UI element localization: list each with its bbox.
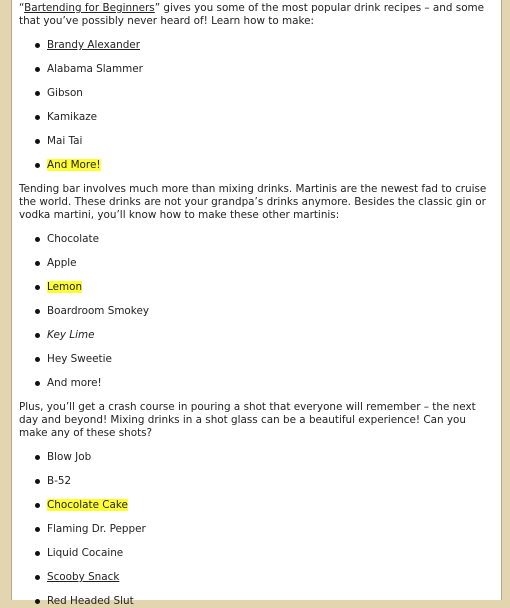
list-item <box>19 377 495 390</box>
bullet-icon <box>35 91 40 96</box>
list-item <box>19 159 495 172</box>
list-item <box>19 233 495 246</box>
list-item-label: Chocolate <box>47 233 99 245</box>
list-item <box>19 475 495 488</box>
bullet-icon <box>35 503 40 508</box>
shots-list <box>19 451 495 608</box>
list-item-label-highlighted: Lemon <box>47 281 83 293</box>
bullet-icon <box>35 333 40 338</box>
list-item <box>19 87 495 100</box>
list-item-label: Kamikaze <box>47 111 98 123</box>
bullet-icon <box>35 527 40 532</box>
list-item-label: Red Headed Slut <box>47 595 134 607</box>
list-item-label: Mai Tai <box>47 135 83 147</box>
bullet-icon <box>35 163 40 168</box>
bullet-icon <box>35 455 40 460</box>
bullet-icon <box>35 575 40 580</box>
list-item <box>19 523 495 536</box>
list-item-label-italic: Key Lime <box>47 329 95 341</box>
intro-open-quote: “ <box>19 2 25 14</box>
bullet-icon <box>35 43 40 48</box>
list-item-label: Liquid Cocaine <box>47 547 124 559</box>
bullet-icon <box>35 237 40 242</box>
drink-recipe-list <box>19 39 495 172</box>
martini-paragraph: Tending bar involves much more than mixing drinks. Martinis are the newest fad to cruise the world. These drinks are not your grandpa’s drinks anymore. Besides the classic gin or vodka martini, you’ll know how to make these other martinis: <box>19 183 487 221</box>
list-item <box>19 571 495 584</box>
list-item <box>19 329 495 342</box>
bullet-icon <box>35 381 40 386</box>
page-panel <box>11 0 502 607</box>
bullet-icon <box>35 479 40 484</box>
list-item-label: B-52 <box>47 475 72 487</box>
list-item <box>19 451 495 464</box>
bullet-icon <box>35 599 40 604</box>
list-item <box>19 595 495 608</box>
list-item-label: Apple <box>47 257 77 269</box>
bullet-icon <box>35 115 40 120</box>
list-item-label: Gibson <box>47 87 83 99</box>
list-item-label: Alabama Slammer <box>47 63 143 75</box>
list-item-label: Boardroom Smokey <box>47 305 149 317</box>
list-item <box>19 135 495 148</box>
list-item <box>19 547 495 560</box>
list-item-label-highlighted: Chocolate Cake <box>47 499 128 511</box>
bullet-icon <box>35 285 40 290</box>
list-item <box>19 111 495 124</box>
list-item-link[interactable]: Scooby Snack <box>47 571 120 583</box>
book-title-link[interactable]: Bartending for Beginners <box>24 2 155 14</box>
list-item-label-highlighted: And More! <box>47 159 101 171</box>
bullet-icon <box>35 357 40 362</box>
bullet-icon <box>35 309 40 314</box>
bullet-icon <box>35 261 40 266</box>
list-item-label: Flaming Dr. Pepper <box>47 523 146 535</box>
list-item <box>19 257 495 270</box>
list-item <box>19 353 495 366</box>
list-item-label: Blow Job <box>47 451 92 463</box>
list-item <box>19 63 495 76</box>
list-item-label: And more! <box>47 377 102 389</box>
list-item-label: Hey Sweetie <box>47 353 112 365</box>
article-content <box>12 2 501 608</box>
list-item <box>19 39 495 52</box>
bullet-icon <box>35 551 40 556</box>
list-item <box>19 281 495 294</box>
shots-paragraph: Plus, you’ll get a crash course in pouring a shot that everyone will remember – the next day and beyond! Mixing drinks in a shot glass can be a beautiful experience! Can you make any of these shots? <box>19 401 476 439</box>
martini-list <box>19 233 495 390</box>
bullet-icon <box>35 67 40 72</box>
list-item-link[interactable]: Brandy Alexander <box>47 39 140 51</box>
bullet-icon <box>35 139 40 144</box>
intro-paragraph <box>19 2 495 28</box>
list-item <box>19 305 495 318</box>
intro-text: ” gives you some of the most popular drink recipes – and some that you’ve possibly never heard of! Learn how to make: <box>19 2 485 27</box>
list-item <box>19 499 495 512</box>
